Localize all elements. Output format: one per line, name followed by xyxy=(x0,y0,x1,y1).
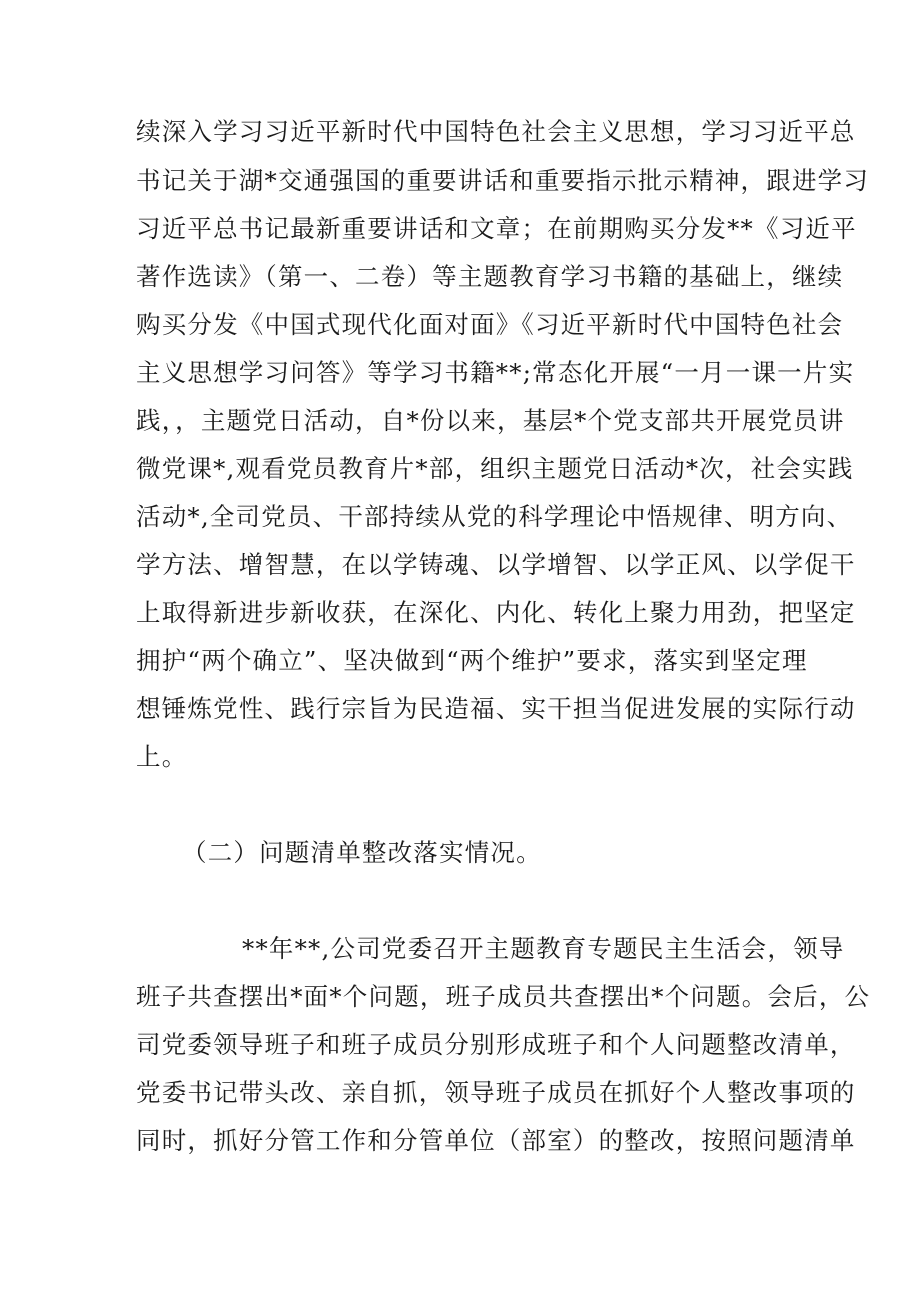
paragraph-1-line-4: 著作选读》（第一、二卷）等主题教育学习书籍的基础上，继续 xyxy=(136,262,844,291)
paragraph-1-line-7: 践，，主题党日活动，自*份以来，基层*个党支部共开展党员讲 xyxy=(136,406,845,435)
paragraph-1-line-11: 上取得新进步新收获，在深化、内化、转化上聚力用劲，把坚定 xyxy=(136,598,856,627)
paragraph-1-line-8: 微党课*,观看党员教育片*部，组织主题党日活动*次，社会实践 xyxy=(136,454,854,483)
paragraph-1-line-5: 购买分发《中国式现代化面对面》《习近平新时代中国特色社会 xyxy=(136,310,844,339)
paragraph-2-line-1: **年**,公司党委召开主题教育专题民主生活会，领导 xyxy=(242,934,845,963)
paragraph-1-line-1: 续深入学习习近平新时代中国特色社会主义思想，学习习近平总 xyxy=(136,117,856,146)
paragraph-2-line-4: 党委书记带头改、亲自抓，领导班子成员在抓好个人整改事项的 xyxy=(136,1078,856,1107)
paragraph-2-line-2: 班子共查摆出*面*个问题，班子成员共查摆出*个问题。会后，公 xyxy=(136,982,871,1011)
paragraph-2-line-5: 同时，抓好分管工作和分管单位（部室）的整改，按照问题清单 xyxy=(136,1126,856,1155)
paragraph-1-line-6: 主义思想学习问答》等学习书籍**;常态化开展“一月一课一片实 xyxy=(136,358,855,387)
paragraph-1-line-14: 上。 xyxy=(136,742,188,771)
section-heading: （二）问题清单整改落实情况。 xyxy=(182,838,542,867)
paragraph-1-line-13: 想锤炼党性、践行宗旨为民造福、实干担当促进发展的实际行动 xyxy=(136,694,856,723)
paragraph-2-line-3: 司党委领导班子和班子成员分别形成班子和个人问题整改清单， xyxy=(136,1030,856,1059)
paragraph-1-line-3: 习近平总书记最新重要讲话和文章；在前期购买分发**《习近平 xyxy=(136,214,857,243)
paragraph-1-line-9: 活动*,全司党员、干部持续从党的科学理论中悟规律、明方向、 xyxy=(136,502,853,531)
paragraph-1-line-12: 拥护“两个确立”、坚决做到“两个维护”要求，落实到坚定理 xyxy=(136,646,808,675)
paragraph-1-line-2: 书记关于湖*交通强国的重要讲话和重要指示批示精神，跟进学习 xyxy=(136,166,870,195)
paragraph-1-line-10: 学方法、增智慧，在以学铸魂、以学增智、以学正风、以学促干 xyxy=(136,550,856,579)
